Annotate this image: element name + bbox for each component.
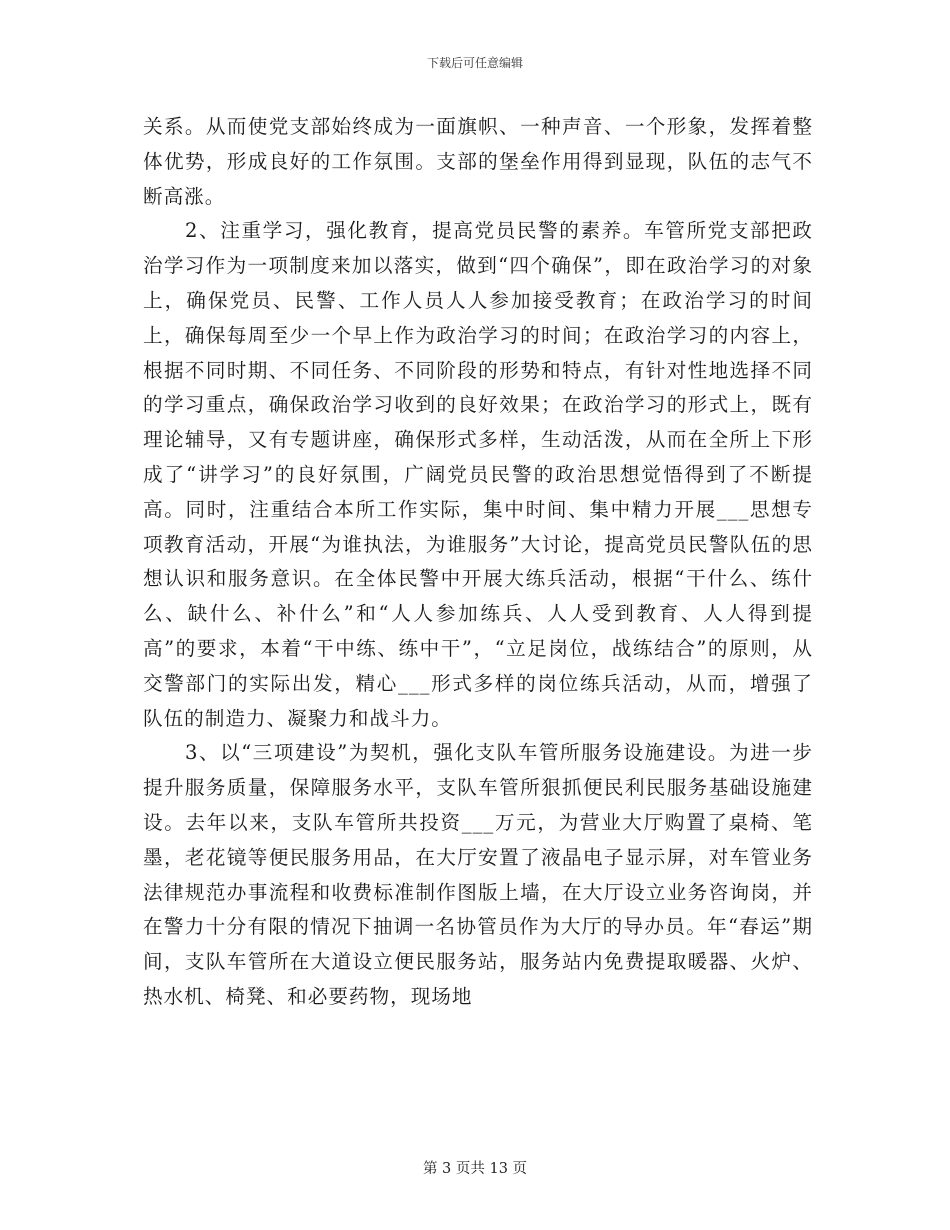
paragraph-continuation: 关系。从而使党支部始终成为一面旗帜、一种声音、一个形象，发挥着整体优势，形成良好的工作氛围。支部的堡垒作用得到显现，队伍的志气不断高涨。 xyxy=(143,115,813,208)
document-body xyxy=(143,110,813,1015)
page-number-footer: 第 3 页共 13 页 xyxy=(422,1161,528,1177)
paragraph-service-facilities: 3、以“三项建设”为契机，强化支队车管所服务设施建设。为进一步提升服务质量，保障服务水平，支队车管所狠抓便民利民服务基础设施建设。去年以来，支队车管所共投资___万元，为营业大厅购置了桌椅、笔墨，老花镜等便民服务用品，在大厅安置了液晶电子显示屏，对车管业务法律规范办事流程和收费标准制作图版上墙，在大厅设立业务咨询岗，并在警力十分有限的情况下抽调一名协管员作为大厅的导办员。年“春运”期间，支队车管所在大道设立便民服务站，服务站内免费提取暖器、火炉、热水机、椅凳、和必要药物，现场地 xyxy=(143,741,813,1008)
paragraph-study-education: 2、注重学习，强化教育，提高党员民警的素养。车管所党支部把政治学习作为一项制度来加以落实，做到“四个确保”，即在政治学习的对象上，确保党员、民警、工作人员人人参加接受教育；在政治学习的时间上，确保每周至少一个早上作为政治学习的时间；在政治学习的内容上，根据不同时期、不同任务、不同阶段的形势和特点，有针对性地选择不同的学习重点，确保政治学习收到的良好效果；在政治学习的形式上，既有理论辅导，又有专题讲座，确保形式多样，生动活泼，从而在全所上下形成了“讲学习”的良好氛围，广阔党员民警的政治思想觉悟得到了不断提高。同时，注重结合本所工作实际，集中时间、集中精力开展___思想专项教育活动，开展“为谁执法，为谁服务”大讨论，提高党员民警队伍的思想认识和服务意识。在全体民警中开展大练兵活动，根据“干什么、练什么、缺什么、补什么”和“人人参加练兵、人人受到教育、人人得到提高”的要求，本着“干中练、练中干”，“立足岗位，战练结合”的原则，从交警部门的实际出发，精心___形式多样的岗位练兵活动，从而，增强了队伍的制造力、凝聚力和战斗力。 xyxy=(143,219,813,730)
page-header: 下载后可任意编辑 xyxy=(426,56,523,70)
